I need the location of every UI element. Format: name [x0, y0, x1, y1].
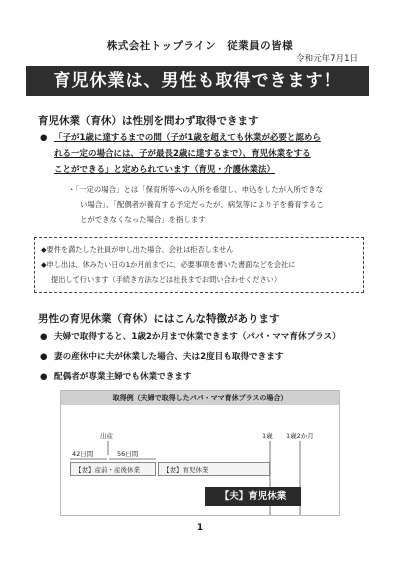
section1-main-line: れる一定の場合には、子が最長2歳に達するまで）、育児休業をする — [54, 149, 311, 159]
note-line: ◆申し出は、休みたい日の1か月前までに、必要事項を書いた書面などを会社に — [41, 260, 296, 269]
post-days-label: 56日間 — [117, 450, 139, 458]
note-line: 提出して行います（手続き方法などは社長までお問い合わせください） — [51, 275, 282, 284]
section1-sub-line: 「一定の場合」とは「保育所等への入所を希望し、申込をしたが入所できな — [75, 185, 323, 194]
header-title: 株式会社トップライン 従業員の皆様 — [106, 40, 294, 52]
diagram-title: 取得例（夫婦で取得したパパ・ママ育休プラスの場合） — [61, 391, 339, 405]
section2-title: 男性の育児休業（育休）にはこんな特徴があります — [38, 313, 280, 325]
birth-label: 出産 — [100, 432, 113, 440]
section1-main-bullet — [40, 130, 321, 146]
section1-main-text: ことができる」と定められています（育児・介護休業法） — [54, 165, 276, 175]
section2-item: ● 妻の産休中に夫が休業した場合、夫は2度目も取得できます — [40, 352, 284, 362]
document-date: 令和元年7月1日 — [296, 54, 358, 64]
section1-main-line: 「子が1歳に達するまでの間（子が1歳を超えても休業が必要と認めら — [54, 133, 321, 143]
section1-sub-line: い場合」、「配偶者が養育する予定だったが、病気等により子を養育するこ — [80, 200, 324, 209]
section2-list — [40, 327, 341, 387]
page-number: 1 — [196, 523, 204, 533]
section1-sub-line: とができなくなった場合」を指します — [80, 215, 206, 224]
pre-days-label: 42日間 — [72, 450, 94, 458]
notes-box — [34, 237, 364, 293]
section2-item: ● 夫婦で取得すると、1歳2か月まで休業できます（パパ・ママ育休プラス） — [40, 332, 341, 342]
one-year-label: 1歳 — [262, 432, 273, 440]
one-year-two-months-label: 1歳2か月 — [286, 432, 314, 440]
sub-bullet-dot: ・ — [68, 185, 76, 194]
bullet-dot: ● — [40, 133, 48, 143]
note-diamond: ◆ — [41, 245, 47, 254]
note-line: ◆要件を満たした社員が申し出た場合、会社は拒否しません — [41, 245, 234, 254]
section1-title: 育児休業（育休）は性別を問わず取得できます — [38, 115, 259, 127]
wife-maternity-leave-bar: 【妻】産前・産後休業 — [70, 462, 156, 476]
note-diamond: ◆ — [41, 260, 47, 269]
section2-item: ● 配偶者が専業主婦でも休業できます — [40, 372, 192, 382]
section1-sub-bullet — [68, 182, 323, 197]
husband-childcare-leave-bar: 【夫】育児休業 — [205, 487, 301, 506]
wife-childcare-leave-bar: 【妻】育児休業 — [158, 462, 270, 476]
headline-banner: 育児休業は、男性も取得できます！ — [26, 66, 369, 96]
section1-main-line — [54, 162, 275, 178]
